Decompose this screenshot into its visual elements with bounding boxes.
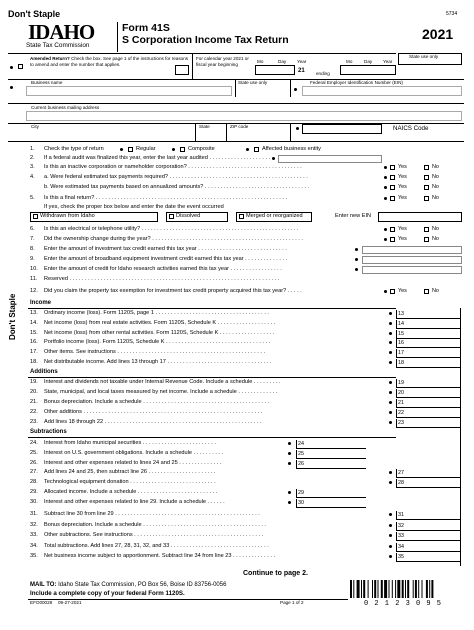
line-box-number: 13 <box>398 311 404 317</box>
bullet-icon <box>288 462 291 465</box>
line-number: 22. <box>30 409 38 415</box>
line-box-number: 31 <box>398 512 404 518</box>
bullet-icon <box>10 66 13 69</box>
bullet-icon <box>389 381 392 384</box>
question-number: 3. <box>30 164 35 170</box>
question-text: Enter the amount of investment tax credit earned this tax year . . . . . . . . . . . . . . . . . . . . . . . . . . . . . <box>44 246 287 252</box>
no-label: No <box>432 195 439 201</box>
state-label: State <box>199 124 210 129</box>
business-name-field[interactable] <box>26 86 232 96</box>
line-number: 13. <box>30 310 38 316</box>
bullet-icon <box>355 258 358 261</box>
barcode-bar <box>378 580 379 598</box>
question-text: Is this an inactive corporation or nameholder corporation? . . . . . . . . . . . . . . . . . . . . . . . . . . . . . . . . . . . . . <box>44 164 302 170</box>
barcode-bar <box>381 580 383 598</box>
form-name: Form 41S <box>122 22 170 34</box>
no-label: No <box>432 174 439 180</box>
bullet-icon <box>389 341 392 344</box>
line-box-number: 20 <box>398 390 404 396</box>
line-number: 18. <box>30 359 38 365</box>
side-dont-staple: Don't Staple <box>8 293 17 340</box>
mail-to-address: Idaho State Tax Commission, PO Box 56, Boise ID 83756-0056 <box>58 582 227 588</box>
question-number: 7. <box>30 236 35 242</box>
line-number: 30. <box>30 498 38 505</box>
return-type-checkbox[interactable] <box>180 147 185 152</box>
bullet-icon <box>384 290 387 293</box>
final-option-label: Withdrawn from Idaho <box>40 213 95 219</box>
bullet-icon <box>384 228 387 231</box>
question-text: Did you claim the property tax exemption for investment tax credit property acquired this tax year? . . . . . <box>44 288 302 294</box>
bullet-icon <box>288 452 291 455</box>
line-box-number: 32 <box>398 522 404 529</box>
line-text: Portfolio income (loss). Form 1120S, Schedule K . . . . . . . . . . . . . . . . . . . . . . . . . . . . . . . . . . <box>44 339 271 346</box>
amended-checkbox[interactable] <box>18 64 23 69</box>
state-use-label-2: State use only <box>238 80 268 85</box>
barcode-bar <box>389 580 390 598</box>
new-ein-field[interactable] <box>378 212 462 222</box>
bullet-icon <box>272 157 275 160</box>
bullet-icon <box>389 421 392 424</box>
bullet-icon <box>10 86 13 89</box>
line-box-number: 33 <box>398 533 404 539</box>
no-checkbox[interactable] <box>424 227 429 232</box>
final-option-label: Merged or reorganized <box>246 213 303 219</box>
form-code: 5734 <box>446 11 458 17</box>
bullet-icon <box>384 166 387 169</box>
line-text: Net business income subject to apportionment. Subtract line 34 from line 23 . . . . . . . . . . . . . . <box>44 553 276 559</box>
bullet-icon <box>355 268 358 271</box>
line-text: Other additions . . . . . . . . . . . . . . . . . . . . . . . . . . . . . . . . . . . . . . . . . . . . . . . . . . . . . . . . . . <box>44 409 263 415</box>
begin-date-field[interactable] <box>255 65 295 75</box>
amended-number-field[interactable] <box>175 65 189 75</box>
end-day-label: Day <box>364 59 373 64</box>
bullet-icon <box>389 555 392 558</box>
line-box-number: 18 <box>398 360 404 366</box>
return-type-label: Regular <box>136 146 156 152</box>
line-box-number: 19 <box>398 380 404 386</box>
line-text: Net distributable income. Add lines 13 through 17 . . . . . . . . . . . . . . . . . . . . . . . . . . . . . . . . . . <box>44 359 272 365</box>
line-box-number: 21 <box>398 400 404 406</box>
return-type-label: Affected business entity <box>262 146 321 152</box>
tax-year: 2021 <box>422 26 454 42</box>
line-number: 29. <box>30 489 38 495</box>
bullet-icon <box>389 481 392 484</box>
line-number: 14. <box>30 319 38 326</box>
form-date: 09-27-2021 <box>58 600 82 605</box>
agency-name: State Tax Commission <box>26 42 90 49</box>
barcode-bar <box>413 580 414 598</box>
section-heading: Additions <box>30 369 58 375</box>
bullet-icon <box>389 332 392 335</box>
yes-label: Yes <box>398 195 407 201</box>
no-label: No <box>432 184 439 190</box>
line-number: 35. <box>30 553 38 559</box>
line-number: 26. <box>30 459 38 466</box>
yes-checkbox[interactable] <box>390 227 395 232</box>
form-id: EFO00028 <box>30 600 53 605</box>
bullet-icon <box>389 545 392 548</box>
bullet-icon <box>288 501 291 504</box>
bullet-icon <box>172 148 175 151</box>
line-text: Add lines 24 and 25, then subtract line 26 . . . . . . . . . . . . . . . . . . . . . . <box>44 469 216 476</box>
calendar-text: For calendar year 2021 or fiscal year beginning <box>196 56 249 67</box>
line-box-number: 28 <box>398 480 404 487</box>
credit-amount-field[interactable] <box>362 266 462 274</box>
barcode-bar <box>407 580 409 598</box>
continue-label: Continue to page 2. <box>243 570 308 577</box>
line-text: Bonus depreciation. Include a schedule . . . . . . . . . . . . . . . . . . . . . . . . . . . . . . . . . . . . . . . . . <box>44 399 270 405</box>
question-number: 1. <box>30 146 35 152</box>
bullet-icon <box>389 351 392 354</box>
line-text: Interest and other expenses related to line 29. Include a schedule . . . . . . <box>44 498 225 505</box>
ein-field[interactable] <box>302 86 462 96</box>
bullet-icon <box>389 534 392 537</box>
barcode-bar <box>384 580 387 598</box>
bullet-icon <box>389 524 392 527</box>
line-text: Net income (loss) from real estate activities. Form 1120S, Schedule K . . . . . . . . . . . . . . . . . . . <box>44 319 276 326</box>
no-checkbox[interactable] <box>424 185 429 190</box>
barcode-bar <box>426 580 428 598</box>
bullet-icon <box>384 197 387 200</box>
bullet-icon <box>384 186 387 189</box>
no-checkbox[interactable] <box>424 165 429 170</box>
barcode-bar <box>402 580 404 598</box>
bullet-icon <box>389 513 392 516</box>
return-type-checkbox[interactable] <box>128 147 133 152</box>
question-number: 12. <box>30 288 38 294</box>
state-use-label: State use only <box>409 54 439 59</box>
question-text: b. Were estimated tax payments based on annualized amounts? . . . . . . . . . . . . . . . . . . . . . . . . . . . . . . . . . . <box>44 184 310 190</box>
last-audit-year-field[interactable] <box>278 155 382 163</box>
line-text: Interest and dividends not taxable under Internal Revenue Code. Include a schedule . . . . . . . . . <box>44 379 281 385</box>
line-number: 31. <box>30 511 38 517</box>
line-number: 27. <box>30 469 38 476</box>
return-type-label: Composite <box>188 146 215 152</box>
line-text: Interest on U.S. government obligations. Include a schedule . . . . . . . . . . <box>44 449 224 456</box>
question-text: If a federal audit was finalized this year, enter the last year audited . . . . . . . . . . . . . . . . . . . . <box>44 155 271 161</box>
dont-staple-label: Don't Staple <box>8 9 61 19</box>
mailing-label: Current business mailing address <box>31 105 100 110</box>
credit-amount-field[interactable] <box>362 256 462 264</box>
bullet-icon <box>389 322 392 325</box>
barcode-bar <box>415 580 417 598</box>
ein-label: Federal Employer Identification Number (EIN) <box>310 80 403 85</box>
line-box-number: 22 <box>398 410 404 416</box>
credit-amount-field[interactable] <box>362 246 462 254</box>
end-year-label: Year <box>383 59 393 64</box>
question-number: 9. <box>30 256 35 262</box>
line-box-number: 34 <box>398 543 404 550</box>
bullet-icon <box>389 312 392 315</box>
amended-text: Check the box. See page 1 of the instructions for reasons to amend and enter the number that applies. <box>30 56 189 67</box>
line-text: Subtract line 30 from line 29 . . . . . . . . . . . . . . . . . . . . . . . . . . . . . . . . . . . . . . . . . . . . . . . <box>44 511 260 517</box>
mail-to-label: MAIL TO: <box>30 582 57 588</box>
barcode-bar <box>397 580 400 598</box>
form-title: S Corporation Income Tax Return <box>122 34 289 46</box>
line-text: Ordinary income (loss). Form 1120S, page 1 . . . . . . . . . . . . . . . . . . . . . . . . . . . . . . . . . . . . . <box>44 310 269 316</box>
line-box-number: 17 <box>398 350 404 357</box>
barcode-bar <box>418 580 419 598</box>
line-text: Allocated income. Include a schedule . . . . . . . . . . . . . . . . . . . . . . . . . . <box>44 489 218 495</box>
line-number: 25. <box>30 449 38 456</box>
bullet-icon <box>389 401 392 404</box>
barcode-bar <box>368 580 369 598</box>
final-option-label: Dissolved <box>176 213 201 219</box>
line-number: 16. <box>30 339 38 346</box>
barcode-bar <box>350 580 352 598</box>
yes-label: Yes <box>398 288 407 294</box>
begin-mo-label: Mo <box>257 59 264 64</box>
question-number: 6. <box>30 226 35 232</box>
bullet-icon <box>389 411 392 414</box>
barcode-bar <box>372 580 373 598</box>
return-type-checkbox[interactable] <box>254 147 259 152</box>
line-amount-field[interactable] <box>296 489 366 498</box>
bullet-icon <box>384 176 387 179</box>
question-number: 2. <box>30 155 35 161</box>
question-number: 10. <box>30 266 38 272</box>
no-label: No <box>432 288 439 294</box>
line-box-number: 25 <box>298 450 304 457</box>
idaho-logo: IDAHO <box>28 20 95 44</box>
barcode-bar <box>353 580 354 598</box>
question-text: Enter the amount of broadband equipment investment credit earned this tax year . . . . . . . . . . . . . . <box>44 256 288 262</box>
line-box-number: 27 <box>398 470 404 477</box>
question-number: 5. <box>30 195 35 201</box>
line-number: 21. <box>30 399 38 405</box>
question-text: Is this an electrical or telephone utility? . . . . . . . . . . . . . . . . . . . . . . . . . . . . . . . . . . . . . . . . . . . . . . . . . . . <box>44 226 299 232</box>
end-mo-label: Mo <box>346 59 353 64</box>
begin-year-prefill: 21 <box>298 68 305 74</box>
yes-label: Yes <box>398 226 407 232</box>
line-box-number: 16 <box>398 340 404 347</box>
begin-year-label: Year <box>297 59 307 64</box>
naics-label: NAICS Code <box>393 125 429 132</box>
line-text: Interest from Idaho municipal securities . . . . . . . . . . . . . . . . . . . . . . . . <box>44 440 216 446</box>
line-box-number: 24 <box>298 441 304 447</box>
section-heading: Income <box>30 300 52 306</box>
no-checkbox[interactable] <box>424 237 429 242</box>
question-text: Is this a final return? . . . . . . . . . . . . . . . . . . . . . . . . . . . . . . . . . . . . . . . . . . . . . . . . . . . . . . . . . . . . . . <box>44 195 288 201</box>
bullet-icon <box>288 491 291 494</box>
yes-checkbox[interactable] <box>390 196 395 201</box>
question-text: Reserved . . . . . . . . . . . . . . . . . . . . . . . . . . . . . . . . . . . . . . . . . . . . . . . . . . . . . . . . . . . . . . . . . . . . <box>44 276 280 282</box>
question-text: If yes, check the proper box below and enter the date the event occurred <box>44 204 224 210</box>
business-name-label: Business name <box>31 80 63 85</box>
line-number: 20. <box>30 389 38 395</box>
bullet-icon <box>288 442 291 445</box>
line-number: 28. <box>30 479 38 486</box>
ending-label: ending <box>316 71 330 76</box>
line-number: 15. <box>30 329 38 336</box>
final-option-checkbox[interactable] <box>169 214 174 219</box>
bullet-icon <box>246 148 249 151</box>
no-checkbox[interactable] <box>424 175 429 180</box>
include-copy-note: Include a complete copy of your federal Form 1120S. <box>30 590 185 597</box>
no-checkbox[interactable] <box>424 289 429 294</box>
begin-day-label: Day <box>278 59 287 64</box>
no-label: No <box>432 226 439 232</box>
line-number: 24. <box>30 440 38 446</box>
barcode-bar <box>405 580 406 598</box>
line-text: Technological equipment donation . . . . . . . . . . . . . . . . . . . . . . . . . . . . <box>44 479 216 486</box>
line-amount-field[interactable] <box>296 499 366 508</box>
barcode <box>350 580 465 598</box>
amended-label: Amended Return? <box>30 56 70 61</box>
yes-label: Yes <box>398 184 407 190</box>
barcode-bar <box>363 580 365 598</box>
line-amount-field[interactable] <box>296 460 366 469</box>
no-label: No <box>432 164 439 170</box>
final-option-checkbox[interactable] <box>239 214 244 219</box>
yes-label: Yes <box>398 236 407 242</box>
section-heading: Subtractions <box>30 429 67 435</box>
page-number: Page 1 of 2 <box>280 600 304 605</box>
line-text: Add lines 18 through 22 . . . . . . . . . . . . . . . . . . . . . . . . . . . . . . . . . . . . . . . . . . . . . . . . . . . <box>44 419 262 425</box>
yes-label: Yes <box>398 174 407 180</box>
question-text: Did the ownership change during the year? . . . . . . . . . . . . . . . . . . . . . . . . . . . . . . . . . . . . . . . . . . . . . . . . . <box>44 236 303 242</box>
yes-checkbox[interactable] <box>390 185 395 190</box>
new-ein-label: Enter new EIN <box>335 213 372 219</box>
yes-label: Yes <box>398 164 407 170</box>
bullet-icon <box>389 391 392 394</box>
barcode-bar <box>361 580 362 598</box>
yes-checkbox[interactable] <box>390 237 395 242</box>
bullet-icon <box>120 148 123 151</box>
line-number: 32. <box>30 521 38 528</box>
line-box-number: 35 <box>398 554 404 560</box>
line-number: 34. <box>30 542 38 549</box>
line-number: 33. <box>30 532 38 538</box>
line-box-number: 30 <box>298 499 304 506</box>
mailing-address-field[interactable] <box>26 111 462 121</box>
line-text: State, municipal, and local taxes measured by net income. Include a schedule . . . . . . . . . . . . . <box>44 389 278 395</box>
line-text: Interest and other expenses related to lines 24 and 25 . . . . . . . . . . . . . . <box>44 459 222 466</box>
line-text: Total subtractions. Add lines 27, 28, 31, 32, and 33 . . . . . . . . . . . . . . . . . . . . . . . . . . . . . . . . <box>44 542 269 549</box>
line-box-number: 29 <box>298 490 304 496</box>
line-box-number: 14 <box>398 320 404 327</box>
line-box-number: 26 <box>298 460 304 467</box>
bullet-icon <box>294 88 297 91</box>
line-box-number: 15 <box>398 330 404 337</box>
bullet-icon <box>389 471 392 474</box>
line-amount-field[interactable] <box>296 450 366 459</box>
line-amount-field[interactable] <box>296 440 366 449</box>
barcode-bar <box>422 580 423 598</box>
bullet-icon <box>355 248 358 251</box>
line-text: Bonus depreciation. Include a schedule . . . . . . . . . . . . . . . . . . . . . . . . . . . . . . . . . . . . . . . . <box>44 521 266 528</box>
barcode-bar <box>374 580 376 598</box>
barcode-bar <box>357 580 360 598</box>
question-number: 8. <box>30 246 35 252</box>
barcode-bar <box>429 580 430 598</box>
question-text: Enter the amount of credit for Idaho research activities earned this tax year . . . . . . . . . . . . . . . . . <box>44 266 282 272</box>
no-checkbox[interactable] <box>424 196 429 201</box>
bullet-icon <box>384 238 387 241</box>
barcode-bar <box>395 580 396 598</box>
final-option-checkbox[interactable] <box>33 214 38 219</box>
line-text: Other items. See instructions . . . . . . . . . . . . . . . . . . . . . . . . . . . . . . . . . . . . . . . . . . . . . . . . <box>44 349 266 356</box>
question-number: 11. <box>30 276 38 282</box>
yes-checkbox[interactable] <box>390 175 395 180</box>
question-number: 4. <box>30 174 35 180</box>
question-text: Check the type of return <box>44 146 104 152</box>
line-text: Net income (loss) from other rental activities. Form 1120S, Schedule K . . . . . . . . . . . . . . . . . . <box>44 329 275 336</box>
barcode-digits: 0 2 1 2 3 0 9 5 <box>364 600 443 608</box>
city-label: City <box>31 124 39 129</box>
line-number: 23. <box>30 419 38 425</box>
line-number: 17. <box>30 349 38 356</box>
no-label: No <box>432 236 439 242</box>
barcode-bar <box>431 580 433 598</box>
line-text: Other subtractions. See instructions . . . . . . . . . . . . . . . . . . . . . . . . . . . . . . . . . . . . . . . . . . <box>44 532 264 538</box>
line-box-number: 23 <box>398 420 404 426</box>
end-date-field[interactable] <box>340 65 396 75</box>
question-text: a. Were federal estimated tax payments required? . . . . . . . . . . . . . . . . . . . . . . . . . . . . . . . . . . . . . . . . . . . . . <box>44 174 308 180</box>
line-number: 19. <box>30 379 38 385</box>
zip-label: ZIP code <box>230 124 249 129</box>
yes-checkbox[interactable] <box>390 289 395 294</box>
bullet-icon <box>389 361 392 364</box>
bullet-icon <box>296 127 299 130</box>
naics-field[interactable] <box>302 124 382 134</box>
barcode-bar <box>392 580 393 598</box>
yes-checkbox[interactable] <box>390 165 395 170</box>
